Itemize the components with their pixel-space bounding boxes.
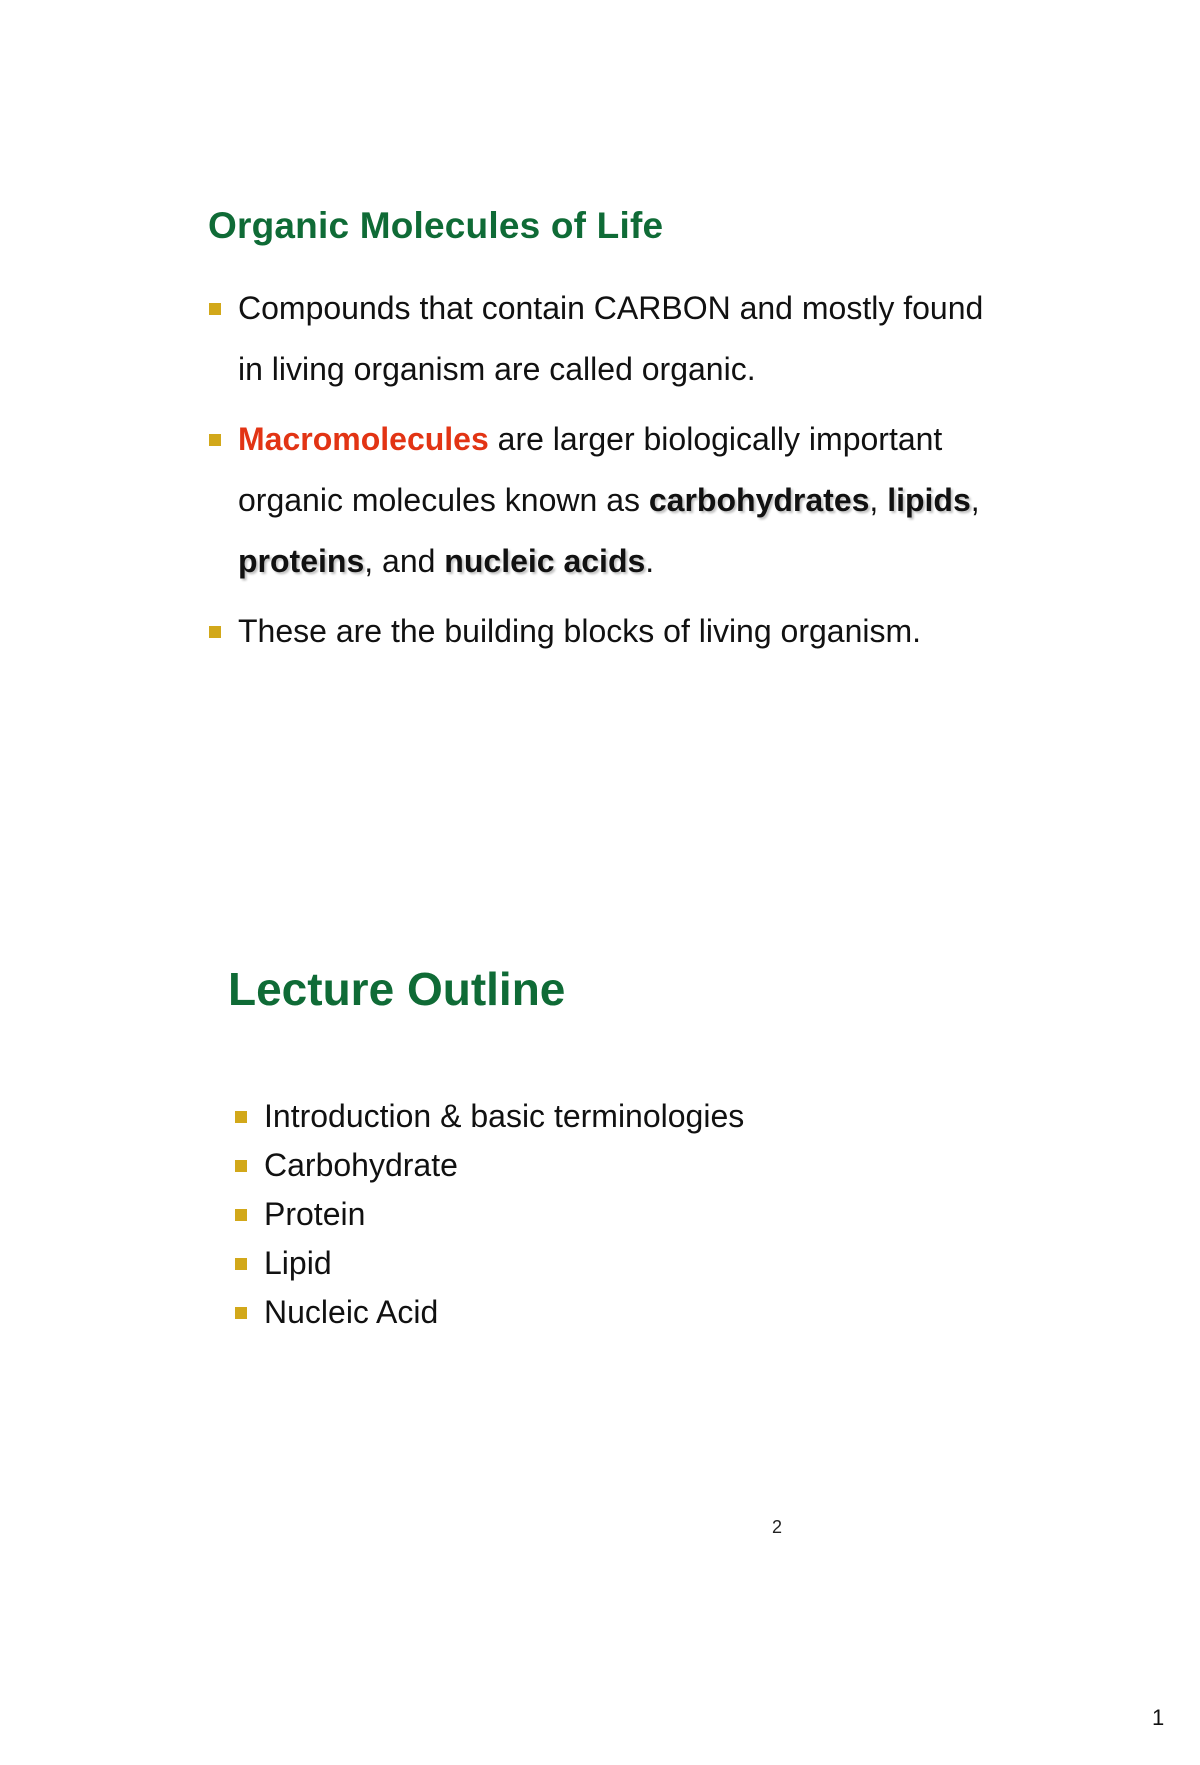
square-bullet-icon [235, 1258, 247, 1270]
separator: , and [364, 543, 445, 579]
bullet-text: Compounds that contain CARBON and mostly found in living organism are called organic. [238, 290, 984, 387]
outline-item-label: Lipid [264, 1245, 332, 1281]
slide-title: Lecture Outline [228, 963, 566, 1015]
highlight-term: Macromolecules [238, 421, 489, 457]
outline-list [234, 1092, 744, 1337]
term-proteins: proteins [238, 543, 365, 579]
square-bullet-icon [235, 1111, 247, 1123]
page-number: 1 [1152, 1705, 1165, 1730]
outline-item-label: Carbohydrate [264, 1147, 458, 1183]
sentence-end: . [645, 543, 655, 579]
outline-item-label: Nucleic Acid [264, 1294, 439, 1330]
square-bullet-icon [209, 303, 221, 315]
outline-item-label: Protein [264, 1196, 366, 1232]
outline-item-label: Introduction & basic terminologies [264, 1098, 745, 1134]
separator: , [869, 482, 888, 518]
square-bullet-icon [209, 434, 221, 446]
slide-number: 2 [772, 1517, 783, 1537]
list-item [234, 1239, 744, 1288]
list-item [234, 1092, 744, 1141]
list-item [234, 1190, 744, 1239]
bullet-text: are larger biologically important organic molecules known as [238, 421, 943, 518]
bullet-list [208, 278, 1008, 671]
term-carbohydrates: carbohydrates [648, 482, 870, 518]
term-lipids: lipids [887, 482, 971, 518]
slide-title: Organic Molecules of Life [208, 205, 664, 246]
list-item [234, 1141, 744, 1190]
square-bullet-icon [235, 1209, 247, 1221]
square-bullet-icon [209, 626, 221, 638]
list-item [234, 1288, 744, 1337]
bullet-text: These are the building blocks of living organism. [238, 613, 922, 649]
list-item [208, 601, 1008, 662]
list-item [208, 278, 1008, 400]
separator: , [970, 482, 980, 518]
square-bullet-icon [235, 1160, 247, 1172]
term-nucleic-acids: nucleic acids [444, 543, 646, 579]
square-bullet-icon [235, 1307, 247, 1319]
list-item [208, 409, 1008, 592]
